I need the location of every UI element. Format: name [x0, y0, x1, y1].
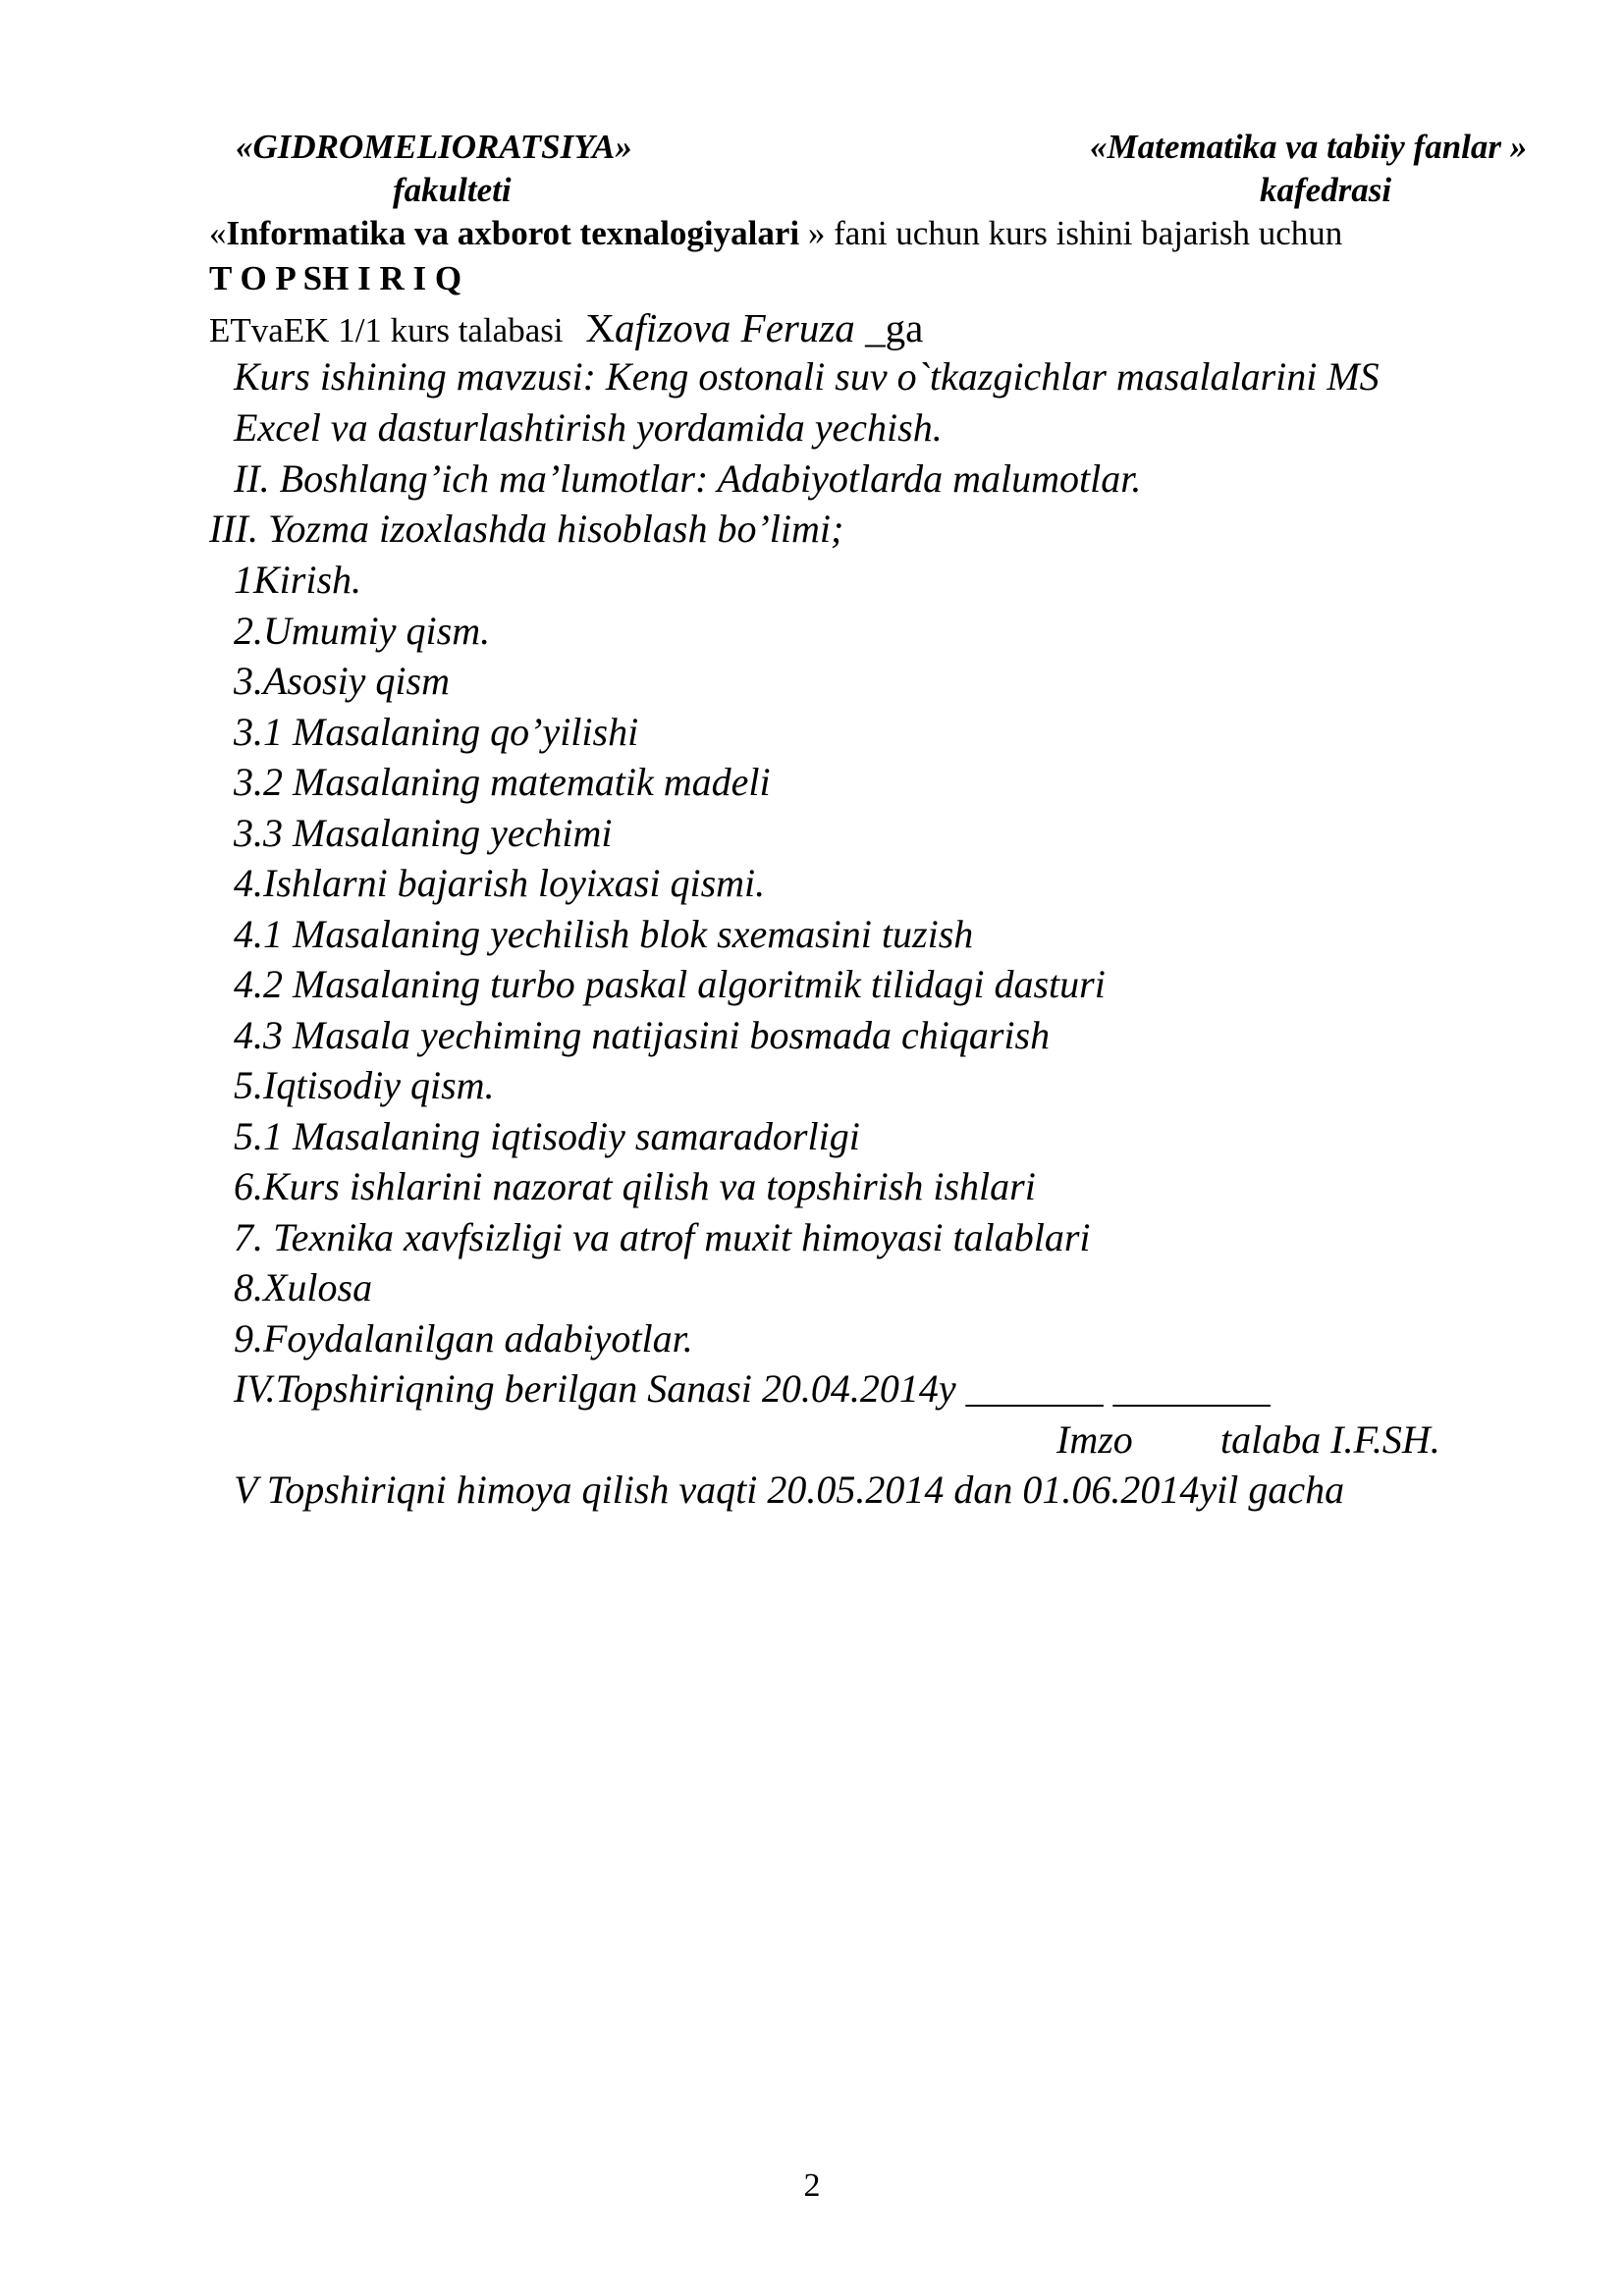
- given-date-line: IV.Topshiriqning berilgan Sanasi 20.04.2014y _______ ________: [234, 1366, 1271, 1411]
- initial-data-line: II. Boshlang’ich ma’lumotlar: Adabiyotlarda malumotlar.: [234, 456, 1142, 501]
- defense-time-line: V Topshiriqni himoya qilish vaqti 20.05.2014 dan 01.06.2014yil gacha: [234, 1468, 1345, 1512]
- outline-item: 3.3 Masalaning yechimi: [234, 811, 613, 855]
- student-name-initial: X: [585, 305, 615, 350]
- outline-item: 8.Xulosa: [234, 1265, 373, 1309]
- outline-item: 6.Kurs ishlarini nazorat qilish va topshirish ishlari: [234, 1164, 1036, 1208]
- faculty-label: fakulteti: [393, 171, 512, 209]
- signature-label: Imzo: [1056, 1417, 1133, 1462]
- department-name: «Matematika va tabiiy fanlar »: [1090, 128, 1528, 166]
- topic-line-2: Excel va dasturlashtirish yordamida yechish.: [234, 405, 943, 450]
- outline-item: 3.2 Masalaning matematik madeli: [234, 760, 771, 804]
- outline-item: 4.2 Masalaning turbo paskal algoritmik tilidagi dasturi: [234, 962, 1106, 1006]
- faculty-name: «GIDROMELIORATSIYA»: [236, 128, 632, 166]
- subject-line-rest: » fani uchun kurs ishini bajarish uchun: [799, 214, 1343, 252]
- outline-item: 5.1 Masalaning iqtisodiy samaradorligi: [234, 1114, 860, 1158]
- subject-name: Informatika va axborot texnalogiyalari: [226, 214, 800, 252]
- outline-item: 5.Iqtisodiy qism.: [234, 1063, 495, 1107]
- outline-item: 9.Foydalanilgan adabiyotlar.: [234, 1316, 693, 1361]
- outline-item: 3.Asosiy qism: [234, 659, 450, 703]
- outline-item: 7. Texnika xavfsizligi va atrof muxit himoyasi talablari: [234, 1215, 1091, 1259]
- outline-item: 3.1 Masalaning qo’yilishi: [234, 710, 639, 754]
- outline-item: 4.1 Masalaning yechilish blok sxemasini tuzish: [234, 912, 974, 956]
- open-quote: «: [209, 214, 227, 252]
- student-suffix: _ga: [854, 305, 924, 350]
- department-label: kafedrasi: [1260, 171, 1392, 209]
- task-title: T O P SH I R I Q: [209, 259, 462, 297]
- outline-item: 4.Ishlarni bajarish loyixasi qismi.: [234, 861, 766, 905]
- outline-item: 2.Umumiy qism.: [234, 609, 491, 653]
- subject-line: [209, 208, 1342, 259]
- topic-line-1: Kurs ishining mavzusi: Keng ostonali suv o`tkazgichlar masalalarini MS: [234, 354, 1380, 399]
- student-initials: talaba I.F.SH.: [1220, 1417, 1440, 1462]
- student-name-rest: afizova Feruza: [614, 305, 855, 350]
- student-name: [585, 305, 923, 350]
- outline-item: 4.3 Masala yechiming natijasini bosmada chiqarish: [234, 1013, 1051, 1057]
- page-number: 2: [803, 2167, 821, 2204]
- student-line: [209, 302, 923, 356]
- student-prefix: ETvaEK 1/1 kurs talabasi: [209, 311, 564, 349]
- outline-item: 1Kirish.: [234, 558, 362, 602]
- calc-section-line: III. Yozma izoxlashda hisoblash bo’limi;: [209, 507, 844, 551]
